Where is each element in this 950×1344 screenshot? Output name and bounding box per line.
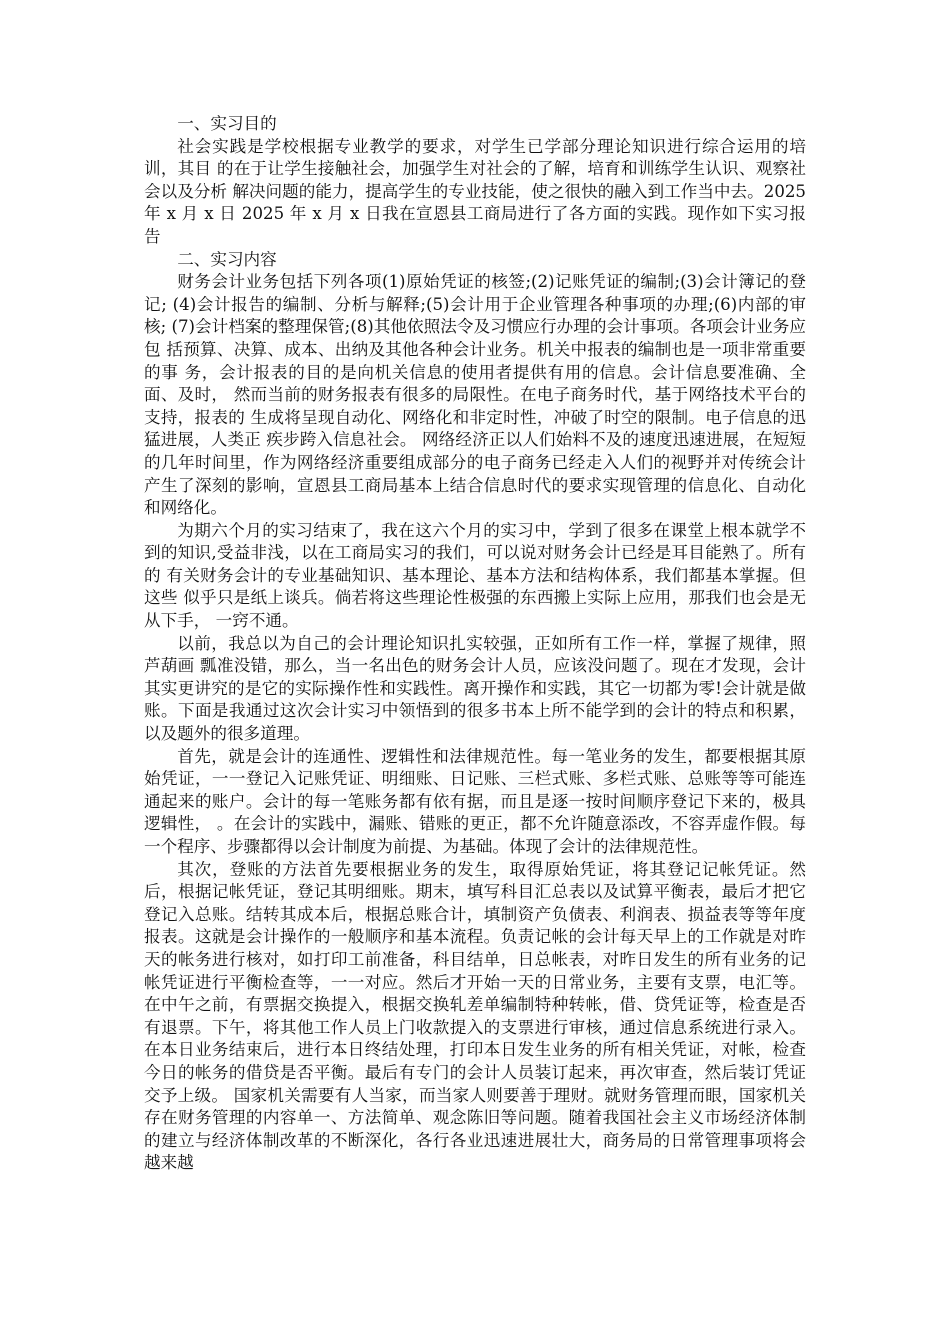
paragraph-theory-vs-practice: 以前，我总以为自己的会计理论知识扎实较强，正如所有工作一样，掌握了规律，照芦葫画 瓢准没错，那么，当一名出色的财务会计人员，应该没问题了。现在才发现，会计其实更讲究的是它的实际操作性和实践性。离开操作和实践，其它一切都为零!会计就是做账。下面是我通过这次会计实习中领悟到的很多书本上所不能学到的会计的特点和积累，以及题外的很多道理。 [144,633,806,744]
paragraph-first-point: 首先，就是会计的连通性、逻辑性和法律规范性。每一笔业务的发生，都要根据其原始凭证，一一登记入记账凭证、明细账、日记账、三栏式账、多栏式账、总账等等可能连通起来的账户。会计的每一笔账务都有依有据，而且是逐一按时间顺序登记下来的，极具逻辑性， 。在会计的实践中，漏账、错账的更正，都不允许随意添改，不容弄虚作假。每一个程序、步骤都得以会计制度为前提、为基础。体现了会计的法律规范性。 [144,746,806,856]
paragraph-accounting-tasks: 财务会计业务包括下列各项(1)原始凭证的核签;(2)记账凭证的编制;(3)会计簿记的登记; (4)会计报告的编制、分析与解释;(5)会计用于企业管理各种事项的办理;(6)内部的审核; (7)会计档案的整理保管;(8)其他依照法令及习惯应行办理的会计事项。各项会计业务应包 括预算、决算、成本、出纳及其他各种会计业务。机关中报表的编制也是一项非常重要的事 务，会计报表的目的是向机关信息的使用者提供有用的信息。会计信息要准确、全面、及时， 然而当前的财务报表有很多的局限性。在电子商务时代，基于网络技术平台的支持，报表的 生成将呈现自动化、网络化和非定时性，冲破了时空的限制。电子信息的迅猛进展，人类正 疾步跨入信息社会。 网络经济正以人们始料不及的速度迅速进展，在短短的几年时间里，作为网络经济重要组成部分的电子商务已经走入人们的视野并对传统会计产生了深刻的影响，宣恩县工商局基本上结合信息时代的要求实现管理的信息化、自动化和网络化。 [144,272,806,518]
document-body [144,113,806,1175]
paragraph-second-point: 其次，登账的方法首先要根据业务的发生，取得原始凭证，将其登记记帐凭证。然后，根据记帐凭证，登记其明细账。期末，填写科目汇总表以及试算平衡表，最后才把它登记入总账。结转其成本后，根据总账合计，填制资产负债表、利润表、损益表等等年度报表。这就是会计操作的一般顺序和基本流程。负责记帐的会计每天早上的工作就是对昨天的帐务进行核对，如打印工前准备，科目结单，日总帐表，对昨日发生的所有业务的记帐凭证进行平衡检查等，一一对应。然后才开始一天的日常业务，主要有支票，电汇等。在中午之前，有票据交换提入，根据交换轧差单编制特种转帐，借、贷凭证等，检查是否有退票。下午，将其他工作人员上门收款提入的支票进行审核，通过信息系统进行录入。在本日业务结束后，进行本日终结处理，打印本日发生业务的所有相关凭证，对帐，检查今日的帐务的借贷是否平衡。最后有专门的会计人员装订起来，再次审查，然后装订凭证交予上级。 国家机关需要有人当家，而当家人则要善于理财。就财务管理而眼，国家机关存在财务管理的内容单一、方法简单、观念陈旧等问题。随着我国社会主义市场经济体制的建立与经济体制改革的不断深化，各行各业迅速进展壮大，商务局的日常管理事项将会越来越 [144,859,806,1173]
section-title-content: 二、实习内容 [177,249,277,269]
paragraph-internship-summary: 为期六个月的实习结束了，我在这六个月的实习中，学到了很多在课堂上根本就学不到的知识,受益非浅，以在工商局实习的我们，可以说对财务会计已经是耳目能熟了。所有的 有关财务会计的专业基础知识、基本理论、基本方法和结构体系，我们都基本掌握。但这些 似乎只是纸上谈兵。倘若将这些理论性极强的东西搬上实际上应用，那我们也会是无从下手， 一窍不通。 [144,520,806,631]
section-title-purpose: 一、实习目的 [177,114,277,133]
paragraph-purpose: 社会实践是学校根据专业教学的要求，对学生已学部分理论知识进行综合运用的培训，其目 的在于让学生接触社会，加强学生对社会的了解，培育和训练学生认识、观察社会以及分析 解决问题的能力，提高学生的专业技能，使之很快的融入到工作当中去。2025 年 x 月 x 日 2025 年 x 月 x 日我在宣恩县工商局进行了各方面的实践。现作如下实习报告 [144,136,806,246]
